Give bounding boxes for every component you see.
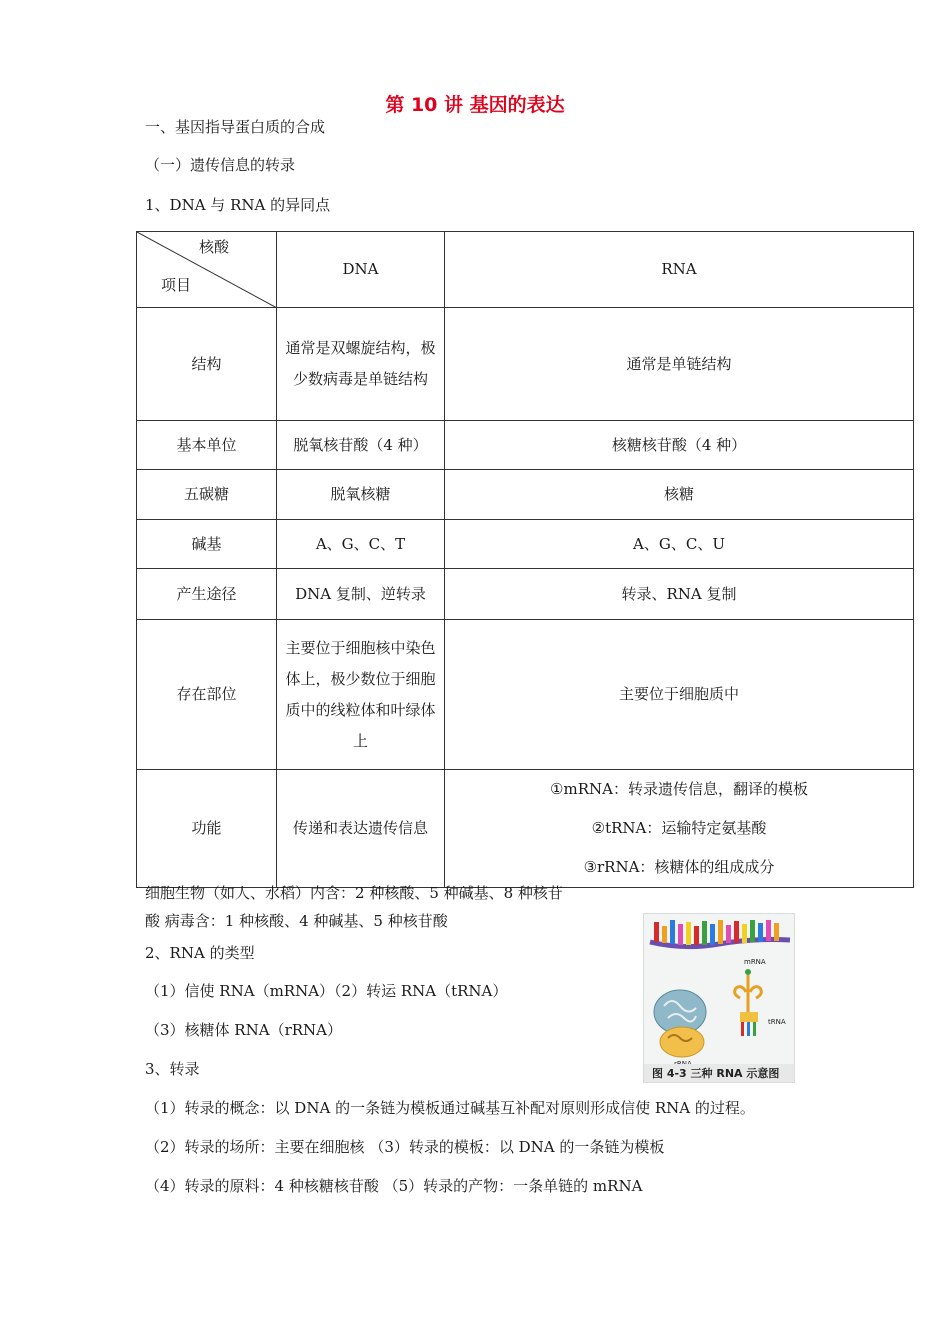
row-dna-cell: 脱氧核糖 <box>277 470 445 520</box>
row-dna-cell: 主要位于细胞核中染色体上，极少数位于细胞质中的线粒体和叶绿体上 <box>277 620 445 770</box>
row-item: 五碳糖 <box>137 470 277 520</box>
table-row <box>137 770 914 888</box>
row-rna-cell-function <box>445 770 914 888</box>
row-dna-cell: 通常是双螺旋结构，极少数病毒是单链结构 <box>277 308 445 421</box>
point-heading-dna-rna: 1、DNA 与 RNA 的异同点 <box>145 196 331 214</box>
row-dna-cell: 传递和表达遗传信息 <box>277 770 445 888</box>
table-header-row <box>137 232 914 308</box>
transcription-concept: （1）转录的概念：以 DNA 的一条链为模板通过碱基互补配对原则形成信使 RNA 的过程。 <box>145 1099 755 1117</box>
table-row <box>137 620 914 770</box>
trna-drawing <box>735 969 762 1036</box>
row-item: 功能 <box>137 770 277 888</box>
point-heading-rna-types: 2、RNA 的类型 <box>145 944 255 962</box>
note-cell-organisms: 细胞生物（如人、水稻）内含：2 种核酸、5 种碱基、8 种核苷 <box>145 884 563 902</box>
corner-label-item: 项目 <box>161 276 192 294</box>
row-dna-cell: DNA 复制、逆转录 <box>277 569 445 620</box>
transcription-site-template: （2）转录的场所：主要在细胞核 （3）转录的模板：以 DNA 的一条链为模板 <box>145 1138 665 1156</box>
subsection-heading: （一）遗传信息的转录 <box>145 156 296 174</box>
row-item: 存在部位 <box>137 620 277 770</box>
rna-illustration <box>644 914 794 1082</box>
table-row <box>137 308 914 421</box>
mrna-strand-drawing <box>650 920 790 947</box>
row-rna-cell: 通常是单链结构 <box>445 308 914 421</box>
rna-types-line-2: （3）核糖体 RNA（rRNA） <box>145 1021 342 1039</box>
row-item: 基本单位 <box>137 421 277 470</box>
row-dna-cell: 脱氧核苷酸（4 种） <box>277 421 445 470</box>
function-mrna: ①mRNA：转录遗传信息，翻译的模板 <box>550 780 808 798</box>
table-row <box>137 569 914 620</box>
label-mrna: mRNA <box>744 958 766 966</box>
row-item: 碱基 <box>137 520 277 569</box>
section-heading: 一、基因指导蛋白质的合成 <box>145 118 326 136</box>
row-rna-cell: 转录、RNA 复制 <box>445 569 914 620</box>
column-header-dna: DNA <box>277 232 445 308</box>
row-item: 产生途径 <box>137 569 277 620</box>
row-rna-cell: A、G、C、U <box>445 520 914 569</box>
column-header-rna: RNA <box>445 232 914 308</box>
page-title: 第 10 讲 基因的表达 <box>385 94 565 116</box>
diagonal-header-cell <box>137 232 277 308</box>
table-row <box>137 470 914 520</box>
rna-types-line-1: （1）信使 RNA（mRNA）（2）转运 RNA（tRNA） <box>145 982 508 1000</box>
table-row <box>137 421 914 470</box>
three-rna-figure <box>643 913 795 1083</box>
row-rna-cell: 主要位于细胞质中 <box>445 620 914 770</box>
label-trna: tRNA <box>768 1018 786 1026</box>
point-heading-transcription: 3、转录 <box>145 1060 200 1078</box>
row-rna-cell: 核糖 <box>445 470 914 520</box>
figure-caption: 图 4-3 三种 RNA 示意图 <box>652 1067 780 1080</box>
ribosome-drawing <box>654 990 706 1057</box>
transcription-materials-product: （4）转录的原料：4 种核糖核苷酸 （5）转录的产物：一条单链的 mRNA <box>145 1177 643 1195</box>
row-item: 结构 <box>137 308 277 421</box>
dna-rna-comparison-table <box>136 231 914 888</box>
function-trna: ②tRNA：运输特定氨基酸 <box>591 819 767 837</box>
note-virus: 酸 病毒含：1 种核酸、4 种碱基、5 种核苷酸 <box>145 912 448 930</box>
row-rna-cell: 核糖核苷酸（4 种） <box>445 421 914 470</box>
table-row <box>137 520 914 569</box>
corner-label-nucleic-acid: 核酸 <box>199 238 230 256</box>
function-rrna: ③rRNA：核糖体的组成成分 <box>583 858 775 876</box>
row-dna-cell: A、G、C、T <box>277 520 445 569</box>
